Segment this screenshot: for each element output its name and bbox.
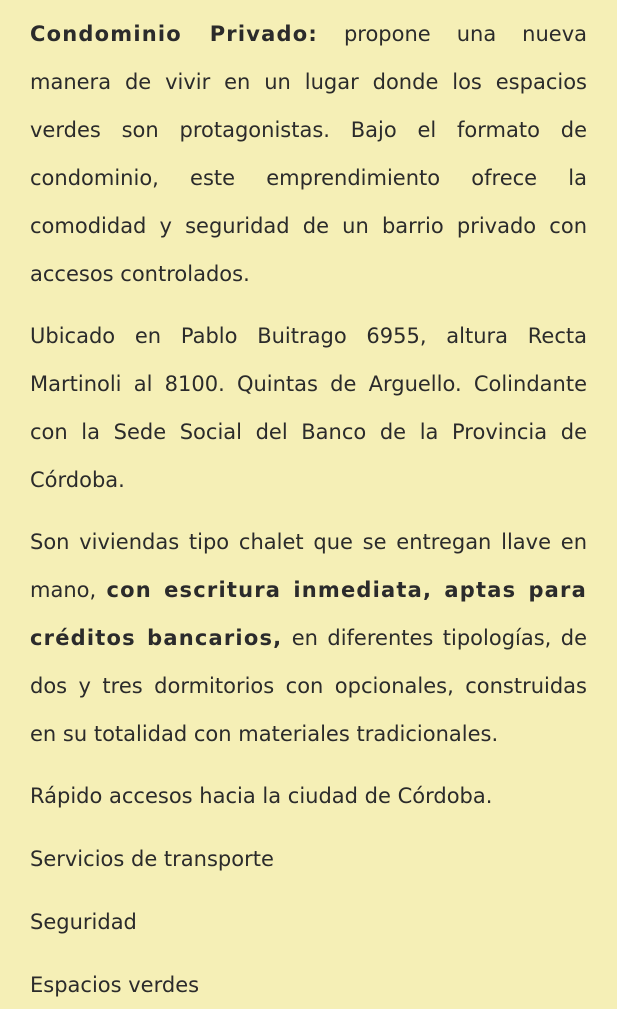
location-paragraph — [30, 312, 587, 504]
intro-text: propone una nueva manera de vivir en un lugar donde los espacios verdes son protagonistas. Bajo el formato de condominio, este emprendimiento ofrece la comodidad y seguridad de un barrio privado con accesos controlados. — [30, 22, 587, 286]
homes-text-after: en diferentes tipologías, de dos y tres dormitorios con opcionales, construidas en su totalidad con materiales tradicionales. — [30, 626, 587, 746]
intro-bold-lead: Condominio Privado: — [30, 22, 318, 46]
feature-item: Espacios verdes — [30, 973, 200, 997]
feature-item: Servicios de transporte — [30, 847, 274, 871]
homes-text-before: Son viviendas tipo chalet que se entregan llave en mano, — [30, 530, 587, 602]
homes-paragraph — [30, 518, 587, 758]
location-text: Ubicado en Pablo Buitrago 6955, altura Recta Martinoli al 8100. Quintas de Arguello. Colindante con la Sede Social del Banco de la Provincia de Córdoba. — [30, 324, 587, 492]
feature-item: Seguridad — [30, 910, 137, 934]
homes-bold-middle: con escritura inmediata, aptas para créditos bancarios, — [30, 578, 587, 650]
intro-paragraph — [30, 10, 587, 298]
feature-item: Rápido accesos hacia la ciudad de Córdoba. — [30, 784, 493, 808]
